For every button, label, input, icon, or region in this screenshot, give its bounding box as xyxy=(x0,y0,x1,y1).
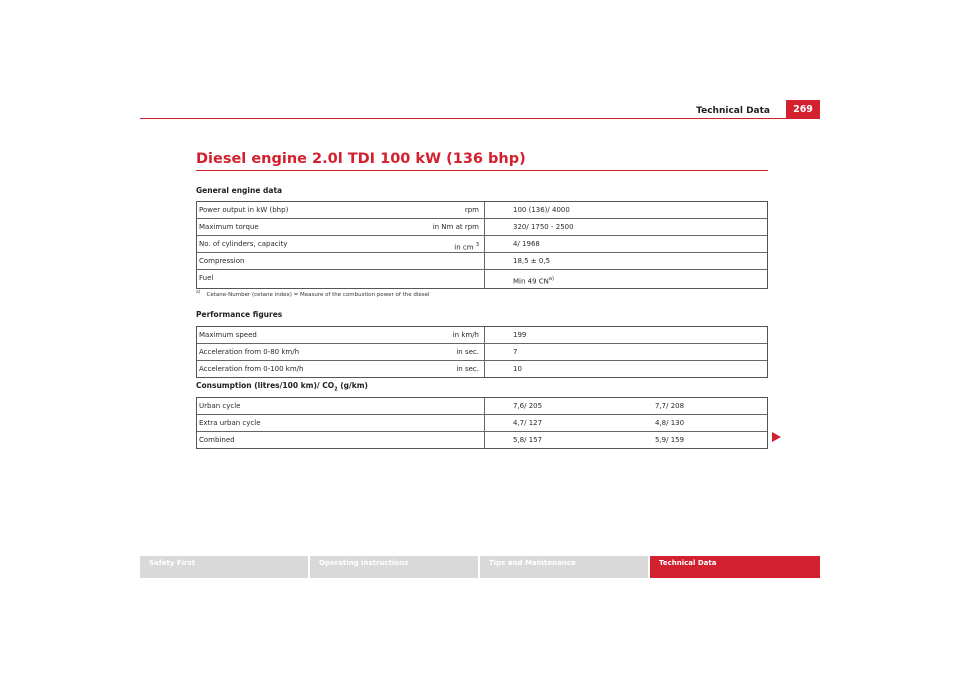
footnote xyxy=(196,290,430,298)
general-engine-data-heading: General engine data xyxy=(196,186,283,195)
performance-figures-table xyxy=(196,326,768,378)
unit-superscript: 3 xyxy=(475,242,479,248)
row-label: Urban cycle xyxy=(199,402,241,410)
consumption-heading xyxy=(196,381,368,393)
footnote-mark: a) xyxy=(196,290,201,295)
row-value: 10 xyxy=(513,365,522,373)
row-unit-cell xyxy=(454,242,479,251)
nav-tab-safety-first[interactable]: Safety First xyxy=(140,556,308,578)
row-value-manual: 5,8/ 157 xyxy=(513,436,543,444)
row-value-manual: 4,7/ 127 xyxy=(513,419,543,427)
header-divider xyxy=(140,118,820,119)
consumption-table xyxy=(196,397,768,449)
row-value: 320/ 1750 - 2500 xyxy=(513,223,574,231)
table-row xyxy=(197,219,767,236)
column-divider xyxy=(484,236,485,252)
row-label: Compression xyxy=(199,257,245,265)
table-row xyxy=(197,415,767,432)
consumption-heading-unit: (g/km) xyxy=(337,381,368,390)
row-value: 199 xyxy=(513,331,527,339)
row-value: 4/ 1968 xyxy=(513,240,540,248)
row-value-manual: 7,6/ 205 xyxy=(513,402,543,410)
row-value: 7 xyxy=(513,348,518,356)
row-label: Acceleration from 0-80 km/h xyxy=(199,348,300,356)
section-divider xyxy=(196,170,768,171)
column-divider xyxy=(484,361,485,377)
column-divider xyxy=(484,327,485,343)
column-divider xyxy=(484,270,485,288)
table-row xyxy=(197,432,767,448)
row-unit: in Nm at rpm xyxy=(432,223,479,231)
column-divider xyxy=(484,219,485,235)
triangle-right-icon[interactable] xyxy=(772,432,781,442)
table-row xyxy=(197,236,767,253)
row-label: Maximum torque xyxy=(199,223,259,231)
row-value-cell xyxy=(513,276,554,285)
row-value-alt: 7,7/ 208 xyxy=(655,402,685,410)
section-title: Diesel engine 2.0l TDI 100 kW (136 bhp) xyxy=(196,151,526,167)
column-divider xyxy=(484,344,485,360)
table-row xyxy=(197,327,767,344)
row-label: Extra urban cycle xyxy=(199,419,261,427)
column-divider xyxy=(484,202,485,218)
row-label: Fuel xyxy=(199,274,214,282)
table-row xyxy=(197,344,767,361)
column-divider xyxy=(484,415,485,431)
row-unit: in sec. xyxy=(456,365,479,373)
table-row xyxy=(197,361,767,377)
footnote-reference: a) xyxy=(548,276,554,282)
page-number: 269 xyxy=(786,100,820,118)
consumption-heading-text: Consumption (litres/100 km)/ CO xyxy=(196,381,335,390)
row-label: Acceleration from 0-100 km/h xyxy=(199,365,304,373)
performance-figures-heading: Performance figures xyxy=(196,310,283,319)
row-label: Power output in kW (bhp) xyxy=(199,206,289,214)
table-row xyxy=(197,398,767,415)
row-value: 100 (136)/ 4000 xyxy=(513,206,570,214)
row-value: Min 49 CN xyxy=(513,277,549,286)
column-divider xyxy=(484,253,485,269)
nav-tab-technical-data[interactable]: Technical Data xyxy=(650,556,820,578)
running-header-title: Technical Data xyxy=(696,106,770,116)
row-unit: in sec. xyxy=(456,348,479,356)
general-engine-data-table xyxy=(196,201,768,289)
row-unit: in cm xyxy=(454,243,474,252)
row-label: Combined xyxy=(199,436,235,444)
row-label: No. of cylinders, capacity xyxy=(199,240,288,248)
nav-tab-operating-instructions[interactable]: Operating instructions xyxy=(310,556,478,578)
table-row xyxy=(197,253,767,270)
row-label: Maximum speed xyxy=(199,331,257,339)
row-value-alt: 5,9/ 159 xyxy=(655,436,685,444)
footnote-text: Cetane-Number (cetane index) = Measure of the combustion power of the diesel xyxy=(206,291,430,298)
row-value: 18,5 ± 0,5 xyxy=(513,257,551,265)
table-row xyxy=(197,202,767,219)
nav-tab-tips-and-maintenance[interactable]: Tips and Maintenance xyxy=(480,556,648,578)
row-value-alt: 4,8/ 130 xyxy=(655,419,685,427)
table-row xyxy=(197,270,767,288)
column-divider xyxy=(484,432,485,448)
column-divider xyxy=(484,398,485,414)
row-unit: in km/h xyxy=(452,331,479,339)
row-unit: rpm xyxy=(464,206,479,214)
co2-subscript: 2 xyxy=(334,386,338,393)
